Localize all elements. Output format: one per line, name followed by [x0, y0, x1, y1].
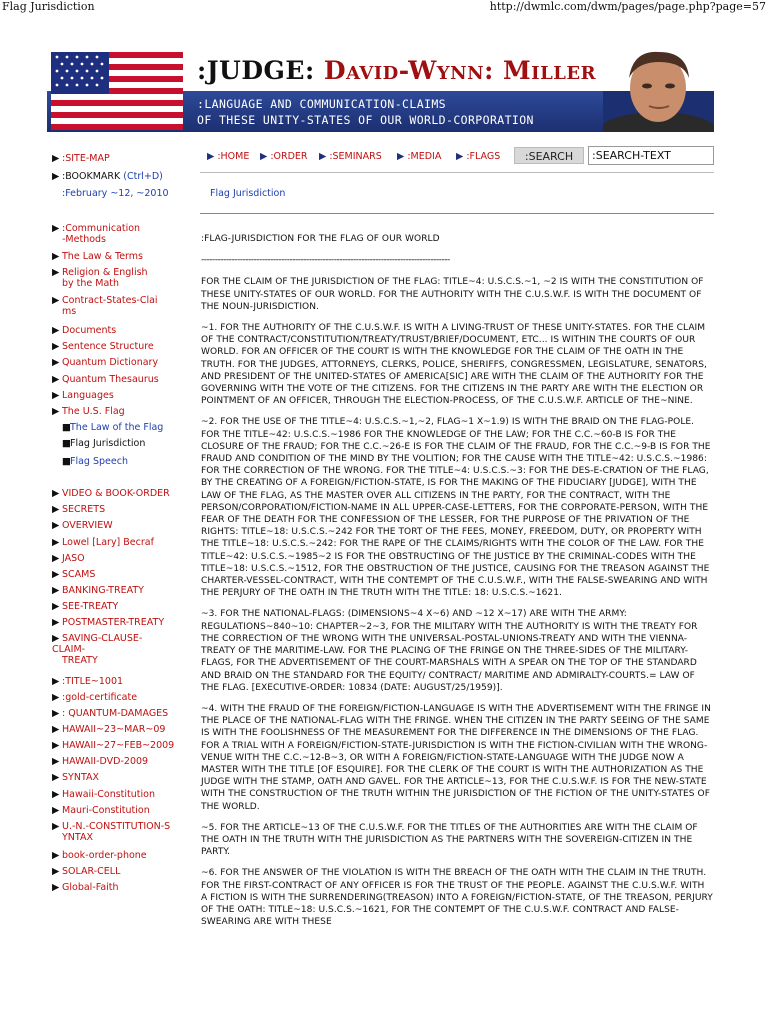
sidebar-item-quantum-thesaurus[interactable]: ▶ Quantum Thesaurus — [52, 374, 159, 385]
article-body — [201, 233, 713, 937]
article-paragraph: ~1. FOR THE AUTHORITY OF THE C.U.S.W.F. IS WITH A LIVING-TRUST OF THESE UNITY-STATES. FOR THE CLAIM OF THE CONTRACT/CONSTITUTION/TREATY/TRUST/BRIEF/DOCUMENT, ETC... IS WITHIN THE COURTS OF OUR WORLD. FOR AN OFFICER OF THE COURT IS WITH THE KNOWLEDGE FOR THE CLAIM OF THE OATH IN THE TRUTH. FOR THE JUDGES, ATTORNEYS, CLERKS, POLICE, SHERIFFS, CONGRESSMEN, LEGISLATURE, SENATORS, AND PRESIDENT OF THE UNITED-STATES OF AMERICA[SIC] ARE WITH THE CLAIM OF THE AUTHORITY FOR THE GOVERNING WITH THE VOTE OF THE CITIZENS. FOR THE CITIZENS IN THE PARTY ARE WITH THE ELECTION OR POINTMENT OF AN OFFICER, THROUGH THE ELECTION-PROCESS, OF THE C.U.S.W.F. ARTICLE OF THE~NINE. — [201, 323, 707, 407]
sidebar-item-documents[interactable]: ▶ Documents — [52, 325, 117, 336]
article-heading: :FLAG-JURISDICTION FOR THE FLAG OF OUR WORLD — [201, 234, 440, 244]
nav-flags[interactable]: ▶ :FLAGS — [456, 151, 501, 162]
us-flag-icon — [51, 52, 183, 130]
article-paragraph: ~2. FOR THE USE OF THE TITLE~4: U.S.C.S.~1,~2, FLAG~1 X~1.9) IS WITH THE BRAID ON THE FLAG-POLE. FOR THE TITLE~42: U.S.C.S.~1986 FOR THE KNOWLEDGE OF THE LAW; FOR THE C.C.~60-B IS FOR THE CLOSURE OF THE FRAUD; FOR THE C.C.~26-E IS FOR THE CLAIM OF THE FRAUD, FOR THE C.C.~9-B IS FOR THE FRAUD AND CONDITION OF THE MIND BY THE VOLITION; FOR THE CAUSE WITH THE TITLE~42: U.S.C.S.~1986: FOR THE CORRECTION OF THE WRONG. FOR THE TITLE~4: U.S.C.S.~3: FOR THE DES-E-CRATION OF THE FLAG, BY THE CREATING OF A FOREIGN/FICTION-STATE, IS FOR THE MAKING OF THE FIDUCIARY [JUDGE], WITH THE LAW OF THE FLAG, AS THE MASTER OVER ALL CITIZENS IN THE PARTY, FOR THE CONTRACT, WITH THE PERSON/CORPORATION/FICTION-NAME IN ALL UPPER-CASE-LETTERS, FOR THE CORPORATE-PERSON, WITH THE FEAR OF THE DEATH FOR THE CONFESSION OF THE LESSER, FOR THE PURPOSE OF THE PRIVATION OF THE RIGHTS: TITLE~18: U.S.C.S.~242 FOR THE TORT OF THE FEES, MONEY, FREEDOM, DUTY, OR PROPERTY WITH THE TITLE~18: U.S.C.S.~242: FOR THE RAPE OF THE CLAIMS/RIGHTS WITH THE COLOR OF THE LAW. FOR THE TITLE~42: U.S.C.S.~1985~2 IS FOR THE OBSTRUCTING OF THE JUSTICE BY THE CRIMINAL-CODES WITH THE TITLE~18: U.S.C.S.~1512, FOR THE OBSTRUCTION OF THE JUSTICE, CAUSING FOR THE TREASON AGAINST THE CHARTER-VESSEL-CONTRACT, WITH THE CONTEMPT OF THE C.U.S.W.F., WITH THE FALSE-SWEARING AND WITH THE PERJURY OF THE OATH IN THE TRUTH WITH THE TITLE: 18: U.S.C.S.~1621. — [201, 417, 711, 599]
banner-title: :JUDGE: David-Wynn: Miller — [197, 56, 597, 85]
page-url: http://dwmlc.com/dwm/pages/page.php?page=57 — [489, 0, 766, 13]
sidebar-item-postmaster-treaty[interactable]: ▶ POSTMASTER-TREATY — [52, 617, 165, 628]
sidebar-item-gold-certificate[interactable]: ▶ :gold-certificate — [52, 692, 138, 703]
sidebar-item-us-flag[interactable]: ▶ The U.S. Flag — [52, 406, 125, 417]
sidebar-item-languages[interactable]: ▶ Languages — [52, 390, 114, 401]
nav-order[interactable]: ▶ :ORDER — [260, 151, 308, 162]
sidebar-item-law-terms[interactable]: ▶ The Law & Terms — [52, 251, 143, 262]
article-divider: ------------------------------------------------------------------------------------------ — [201, 255, 450, 266]
page-title: Flag Jurisdiction — [2, 0, 95, 13]
sidebar-item-quantum-damages[interactable]: ▶ : QUANTUM-DAMAGES — [52, 708, 169, 719]
sidebar-item-hawaii-constitution[interactable]: ▶ Hawaii-Constitution — [52, 789, 155, 800]
sidebar-item-mauri-constitution[interactable]: ▶ Mauri-Constitution — [52, 805, 150, 816]
sidebar-item-quantum-dictionary[interactable]: ▶ Quantum Dictionary — [52, 357, 159, 368]
author-portrait — [603, 48, 714, 132]
article-paragraph: FOR THE CLAIM OF THE JURISDICTION OF THE FLAG: TITLE~4: U.S.C.S.~1, ~2 IS WITH THE CONSTITUTION OF THESE UNITY-STATES OF OUR WORLD. FOR THE AUTHORITY WITH THE C.U.S.W.F. IS WITH THE DOCUMENT OF THE NOUN-JURISDICTION. — [201, 277, 704, 312]
sidebar-item-saving-clause[interactable]: ▶ SAVING-CLAUSE- CLAIM- TREATY — [52, 633, 143, 666]
arrow-icon: ▶ — [319, 151, 330, 162]
sidebar-item-hawaii-dvd-2009[interactable]: ▶ HAWAII-DVD-2009 — [52, 756, 149, 767]
sidebar-item-contract-states[interactable]: ▶ Contract-States-Clai ms — [52, 295, 158, 317]
sidebar-item-book-order-phone[interactable]: ▶ book-order-phone — [52, 850, 147, 861]
sidebar-item-lowel-becraf[interactable]: ▶ Lowel [Lary] Becraf — [52, 537, 154, 548]
sidebar-item-banking-treaty[interactable]: ▶ BANKING-TREATY — [52, 585, 144, 596]
sidebar-item-syntax[interactable]: ▶ SYNTAX — [52, 772, 100, 783]
sidebar-item-bookmark[interactable]: ▶ :BOOKMARK (Ctrl+D) — [52, 171, 163, 182]
sidebar-item-global-faith[interactable]: ▶ Global-Faith — [52, 882, 119, 893]
sidebar-subitem-law-of-flag[interactable]: ■The Law of the Flag — [62, 422, 164, 433]
article-paragraph: ~6. FOR THE ANSWER OF THE VIOLATION IS WITH THE BREACH OF THE OATH WITH THE CLAIM IN THE TRUTH. FOR THE FIRST-CONTRACT OF ANY OFFICER IS FOR THE TRUST OF THE PEOPLE. AGAINST THE C.U.S.W.F. WITH A FICTION IS WITH THE SURRENDERING(TREASON) INTO A FOREIGN/FICTION-STATE, OF THE TREASON, PERJURY OF THE OATH: TITLE~18: U.S.C.S.~1621, FOR THE CONTEMPT OF THE C.U.S.W.F. CONTRACT AND FALSE-SWEARING ARE WITH THESE — [201, 868, 713, 928]
sidebar-item-jaso[interactable]: ▶ JASO — [52, 553, 85, 564]
sidebar-item-religion[interactable]: ▶ Religion & English by the Math — [52, 267, 148, 289]
sidebar-item-un-constitution-syntax[interactable]: ▶ U.-N.-CONSTITUTION-S YNTAX — [52, 821, 171, 843]
arrow-icon: ▶ — [397, 151, 408, 162]
arrow-icon: ▶ — [207, 151, 218, 162]
arrow-icon: ▶ — [456, 151, 467, 162]
search-input[interactable] — [588, 146, 714, 165]
site-banner — [47, 48, 714, 132]
sidebar-subitem-flag-jurisdiction[interactable]: ■Flag Jurisdiction — [62, 438, 146, 449]
divider — [200, 213, 714, 214]
arrow-icon: ▶ — [260, 151, 271, 162]
sidebar-item-see-treaty[interactable]: ▶ SEE-TREATY — [52, 601, 119, 612]
sidebar-subitem-flag-speech[interactable]: ■Flag Speech — [62, 456, 128, 467]
sidebar-item-sentence-structure[interactable]: ▶ Sentence Structure — [52, 341, 154, 352]
nav-seminars[interactable]: ▶ :SEMINARS — [319, 151, 382, 162]
article-paragraph: ~5. FOR THE ARTICLE~13 OF THE C.U.S.W.F. FOR THE TITLES OF THE AUTHORITIES ARE WITH THE CLAIM OF THE OATH IN THE TRUTH WITH THE JURISDICTION AS THE PARTNERS WITH THE SOVEREIGN-CITIZEN IN THE PARTY. — [201, 822, 698, 858]
article-paragraph: ~3. FOR THE NATIONAL-FLAGS: (DIMENSIONS~4 X~6) AND ~12 X~17) ARE WITH THE ARMY: REGULATIONS~840~10: CHAPTER~2~3, FOR THE MILITARY WITH THE AUTHORITY IS WITH THE TREATY FOR THE CORRECTION OF THE WRONG WITH THE UNIVERSAL-POSTAL-UNIONS-TREATY AND WITH THE VIENNA-TREATY OF THE MARITIME-LAW. FOR THE PLACING OF THE FRINGE ON THE THREE-SIDES OF THE MILITARY-FLAGS, FOR THE ADVERTISEMENT OF THE COURT-MARSHALS WITH A SPEAR ON THE TOP OF THE STANDARD AND BRAID ON THE STANDARD FOR THE EQUITY/ CONTRACT/ MARITIME AND ADMIRALTY-COURTS.= LAW OF THE FLAG. [EXECUTIVE-ORDER: 10834 (DATE: AUGUST/25/1959)]. — [201, 609, 698, 693]
browser-print-header — [0, 0, 768, 14]
banner-subtitle: :LANGUAGE AND COMMUNICATION-CLAIMS OF THESE UNITY-STATES OF OUR WORLD-CORPORATION — [197, 97, 534, 127]
sidebar-item-site-map[interactable]: ▶ :SITE-MAP — [52, 153, 110, 164]
divider — [200, 172, 714, 173]
sidebar-item-communication[interactable]: ▶ :Communication -Methods — [52, 223, 141, 245]
sidebar-date: :February ~12, ~2010 — [62, 188, 169, 199]
article-paragraph: ~4. WITH THE FRAUD OF THE FOREIGN/FICTION-LANGUAGE IS WITH THE ADVERTISEMENT WITH THE FRINGE IN THE PLACE OF THE NATIONAL-FLAG WITH THE FRINGE. WHEN THE CITIZEN IN THE PARTY SEEING OF THE SAME IS WITH THE FOOLISHNESS OF THE MEASUREMENT FOR THE DIFFERENCE IN THE DIMENSIONS OF THE FLAG. FOR A TRIAL WITH A FOREIGN/FICTION-STATE-JURISDICTION IS WITH THE FICTION-CIVILIAN WITH THE WRONG-VENUE WITH THE C.C.~12-B~3, OR WITH A FOREIGN/FICTION-STATE-LANGUAGE WITH THE JUDGE NOW A MASTER WITH THE TITLE [OF ESQUIRE]. FOR THE CLERK OF THE COURT IS WITH THE AUTHORIZATION AS THE JUDGE WITH THE STAMP, OATH AND GAVEL. FOR THE ARTICLE~13, FOR THE C.U.S.W.F. IS FOR THE NEW-STATE WITH THE CONSTRUCTION OF THE TRUTH WITHIN THE JURISDICTION OF THE FICTION OF THE UNITY-STATES OF THE WORLD. — [201, 703, 711, 812]
sidebar-item-secrets[interactable]: ▶ SECRETS — [52, 504, 106, 515]
nav-media[interactable]: ▶ :MEDIA — [397, 151, 442, 162]
sidebar-item-video-book-order[interactable]: ▶ VIDEO & BOOK-ORDER — [52, 488, 170, 499]
nav-home[interactable]: ▶ :HOME — [207, 151, 250, 162]
search-button[interactable]: :SEARCH — [514, 147, 584, 164]
sidebar-item-scams[interactable]: ▶ SCAMS — [52, 569, 96, 580]
breadcrumb: Flag Jurisdiction — [210, 188, 286, 199]
sidebar-item-hawaii-23-mar-09[interactable]: ▶ HAWAII~23~MAR~09 — [52, 724, 166, 735]
sidebar-item-hawaii-27-feb-2009[interactable]: ▶ HAWAII~27~FEB~2009 — [52, 740, 175, 751]
sidebar-item-overview[interactable]: ▶ OVERVIEW — [52, 520, 113, 531]
sidebar-item-solar-cell[interactable]: ▶ SOLAR-CELL — [52, 866, 121, 877]
sidebar-item-title-1001[interactable]: ▶ :TITLE~1001 — [52, 676, 124, 687]
